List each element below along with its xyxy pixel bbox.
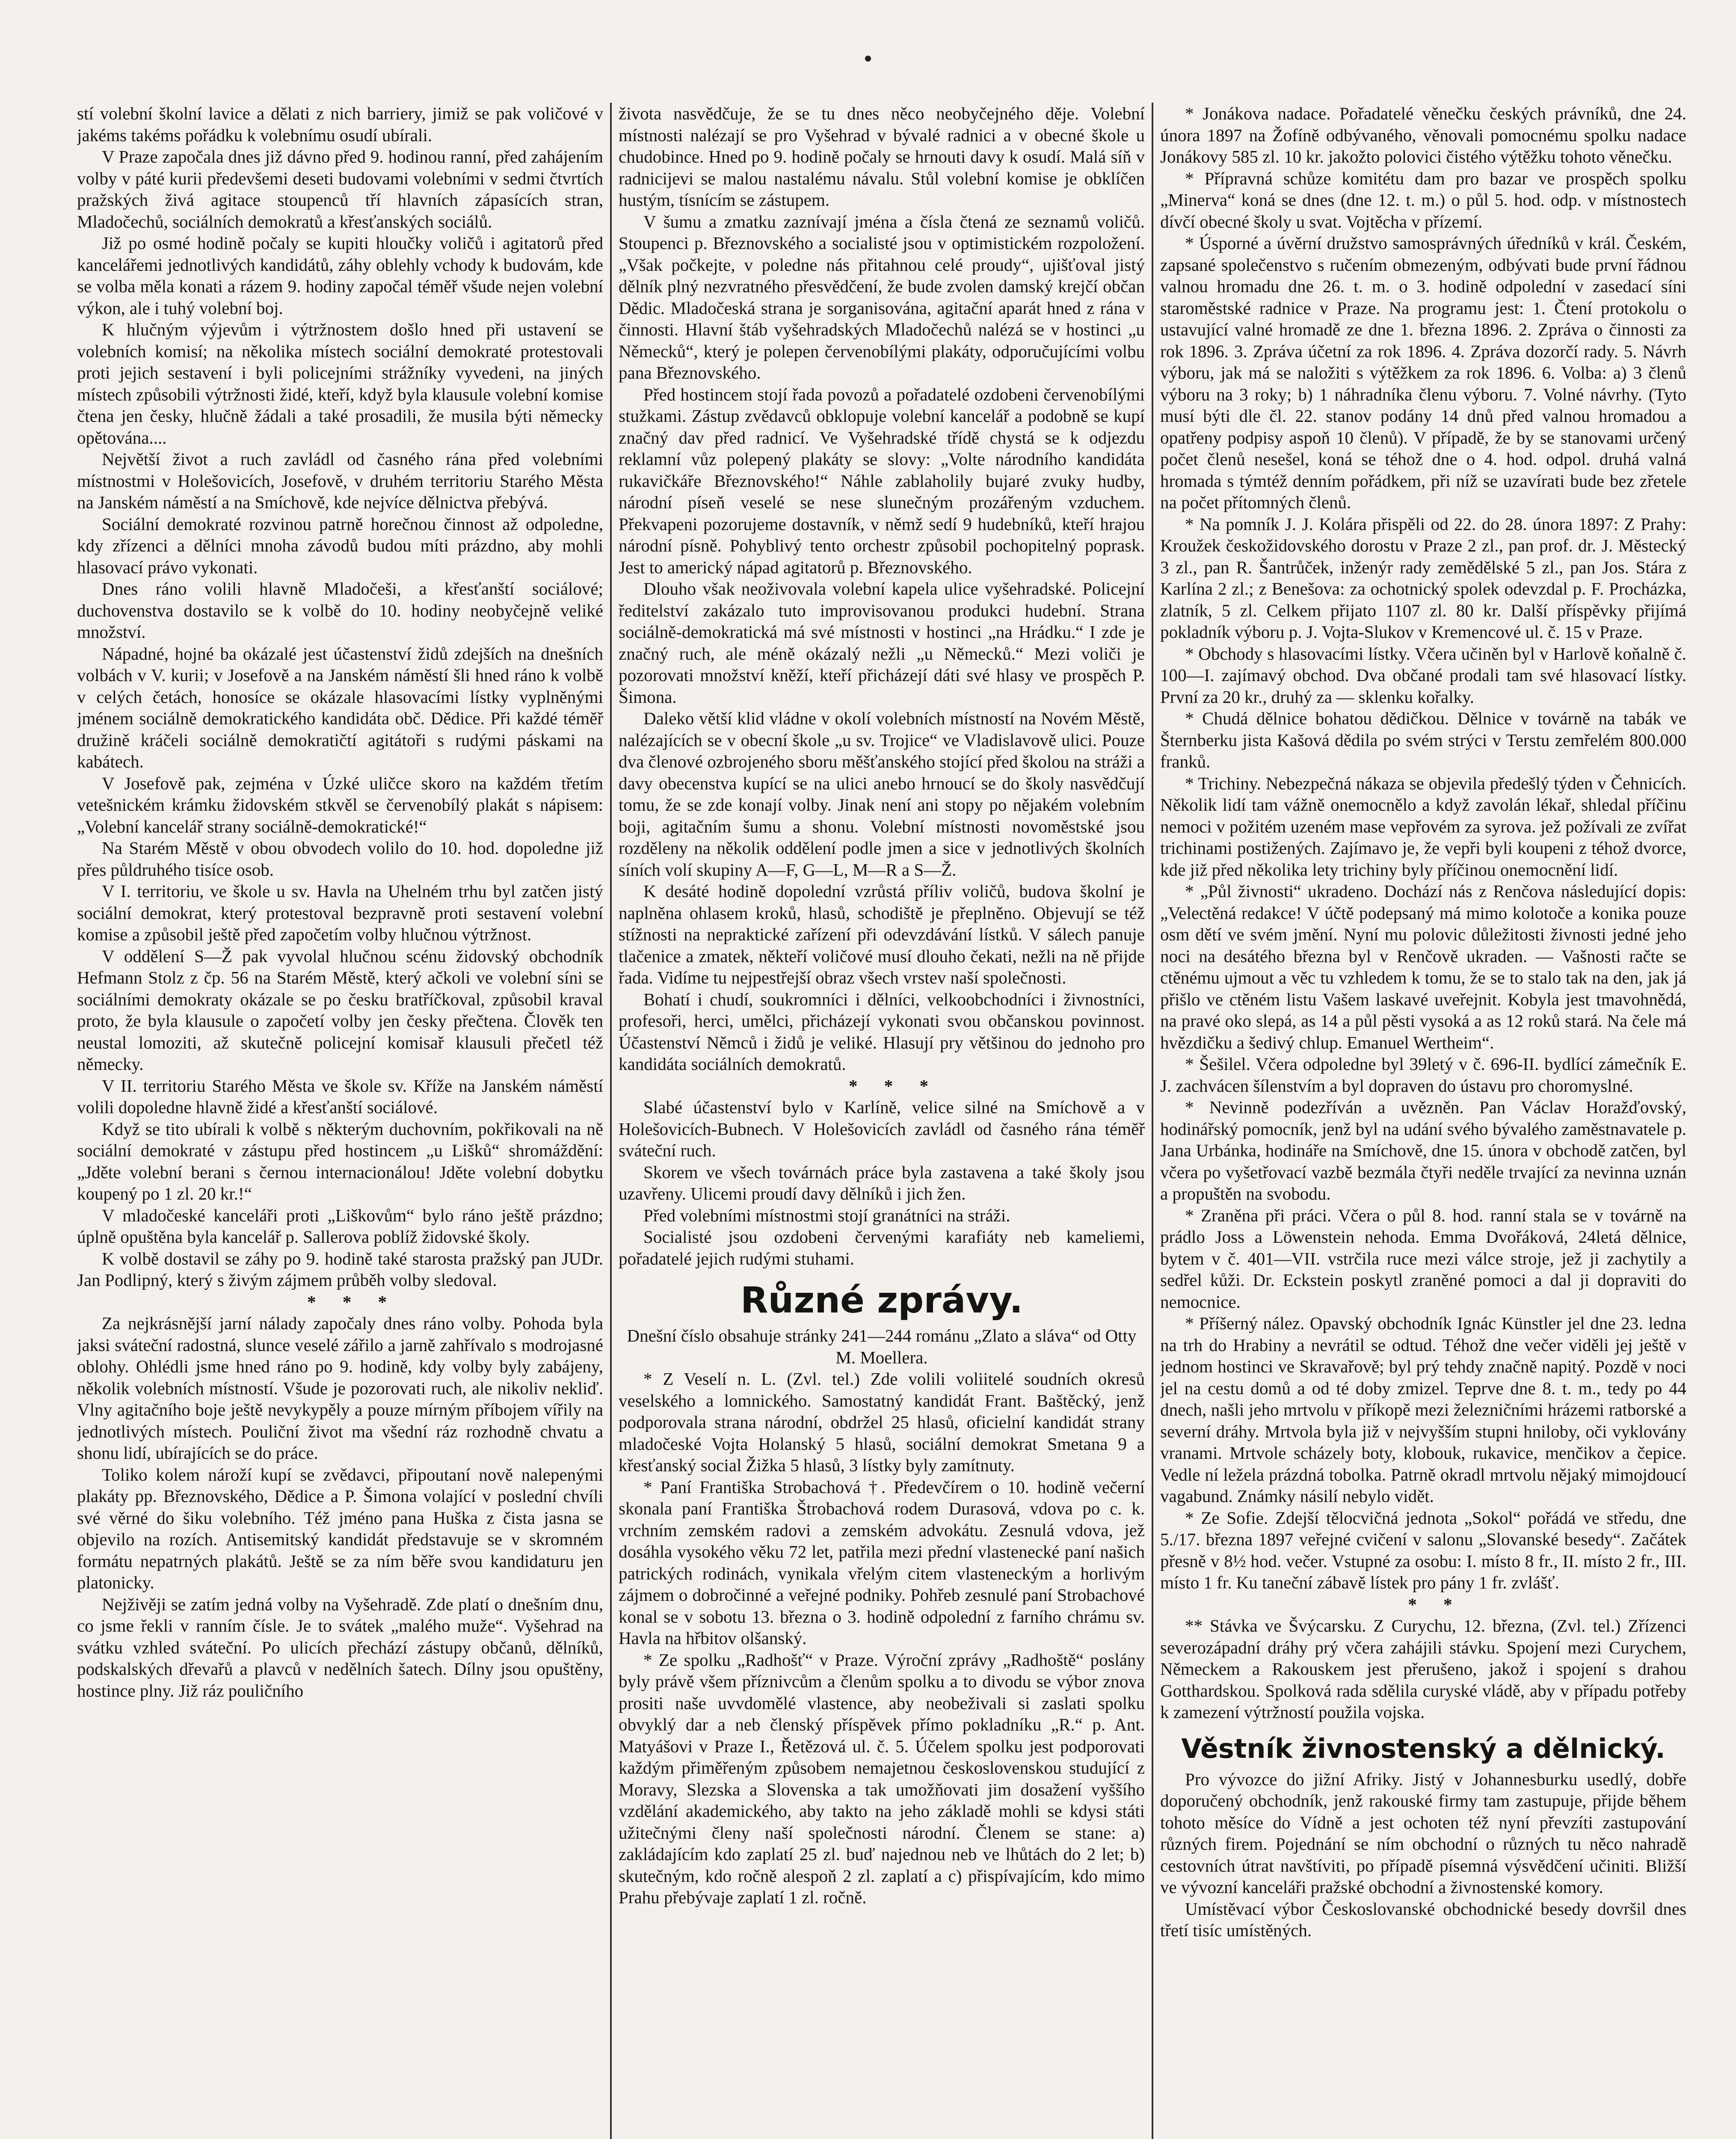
page-dot — [865, 56, 871, 62]
paragraph: V šumu a zmatku zaznívají jména a čísla čtená ze seznamů voličů. Stoupenci p. Březnovského a socialisté jsou v optimistickém rozpoložení. „Však počkejte, v poledne nás přitahnou celé proudy“, ujišťoval jistý dělník plný nezvratného přesvědčení, že bude zvolen damský krejčí občan Dědic. Mladočeská strana je sorganisována, agitační aparát hned z rána v činnosti. Hlavní štáb vyšehradských Mladočechů nalézá se v hostinci „u Německů“, který je polepen červenobílými plakáty, odporučujícími volbu pana Březnovského. — [619, 211, 1145, 382]
paragraph: * Chudá dělnice bohatou dědičkou. Dělnice v továrně na tabák ve Šternberku jista Kašová dědila po svém strýci v Terstu zemřelém 800.000 franků. — [1160, 708, 1686, 771]
paragraph: K desáté hodině dopolední vzrůstá příliv voličů, budova školní je naplněna ohlasem kroků, hlasů, schodiště je přeplněno. Objevují se též stížnosti na nepraktické zařízení při odevzdávání lístků. V sálech panuje tlačenice a zmatek, někteří voličové musí dlouho čekati, nežli na ně přijde řada. Vidíme tu nejpestřejší obraz všech vrstev naší společnosti. — [619, 881, 1145, 987]
separator-stars: * * * — [849, 1075, 939, 1096]
paragraph: V II. territoriu Starého Města ve škole sv. Kříže na Janském náměstí volili dopoledne hlavně židé a křesťanští sociálové. — [77, 1075, 603, 1117]
paragraph: * Ze spolku „Radhošť“ v Praze. Výroční zprávy „Radhoště“ poslány byly právě všem příznivcům a členům spolku a to divodu se výbor znova prositi naše uvvdomělé vlastence, aby neobeživali si zaslati spolku obvyklý dar a neb členský příspěvek přímo pokladníku „R.“ p. Ant. Matyášovi v Praze I., Řetězová ul. č. 5. Účelem spolku jest podporovati každým přiměřeným způsobem nemajetnou československou studující z Moravy, Slezska a Slovenska a tak umožňovati jim dosažení vyššího vzdělání akademického, aby takto na jeho základě mohli se kdysi státi užitečnými členy naší společnosti národní. Členem se stane: a) zakládajícím kdo zaplatí 25 zl. buď najednou neb ve lhůtách do 2 let; b) skutečným, kdo ročně alespoň 2 zl. zaplatí a c) přispívajícím, kdo mimo Prahu přebývaje zaplatí 1 zl. ročně. — [619, 1650, 1145, 1907]
paragraph: * Na pomník J. J. Kolára přispěli od 22. do 28. února 1897: Z Prahy: Kroužek českožidovského dorostu v Praze 2 zl., pan prof. dr. J. Městecký 3 zl., pan R. Šantrůček, inženýr rady zemědělské 5 zl., pan Jos. Stára z Karlína 2 zl.; z Benešova: za ochotnický spolek odevzdal p. F. Procházka, zlatník, 5 zl. Celkem přijato 1107 zl. 80 kr. Další příspěvky přijímá pokladník výboru p. J. Vojta-Slukov v Kremencové ul. č. 15 v Praze. — [1160, 514, 1686, 642]
paragraph: Největší život a ruch zavládl od časného rána před volebními místnostmi v Holešovicích, Josefově, v druhém territoriu Starého Města na Janském náměstí a na Smíchově, kde nejvíce dělnictva přebývá. — [77, 449, 603, 512]
paragraph: * Jonákova nadace. Pořadatelé věnečku českých právníků, dne 24. února 1897 na Žofíně odbývaného, věnovali pomocnému spolku nadace Jonákovy 585 zl. 10 kr. jakožto polovici čistého výtěžku tohoto věnečku. — [1160, 104, 1686, 166]
column-left — [77, 103, 603, 2139]
paragraph: V oddělení S—Ž pak vyvolal hlučnou scénu židovský obchodník Hefmann Stolz z čp. 56 na Starém Městě, který ačkoli ve volební síni se sociálními demokraty okázale se po česku bratříčkoval, způsobil kraval proto, že byla klausule o započetí volby jen česky přečtena. Člověk ten neustal lomoziti, až skutečně policejní komisař klausuli přečetl též německy. — [77, 946, 603, 1074]
paragraph: Nejživěji se zatím jedná volby na Vyšehradě. Zde platí o dnešním dnu, co jsme řekli v ranním čísle. Je to svátek „malého muže“. Vyšehrad na svátku vzhled sváteční. Po ulicích přechází zástupy občanů, dělníků, podskalských dřevařů a plavců v nedělních šatech. Dílny jsou opuštěny, hostince plny. Již ráz pouličního — [77, 1594, 603, 1701]
paragraph: Na Starém Městě v obou obvodech volilo do 10. hod. dopoledne již přes půldruhého tisíce osob. — [77, 838, 603, 880]
paragraph: Již po osmé hodině počaly se kupiti hloučky voličů i agitatorů před kancelářemi jednotlivých kandidátů, záhy oblehly vchody k budovám, kde se volba měla konati a rázem 9. hodiny započal téměř všude nejen volební výkon, ale i tuhý volební boj. — [77, 233, 603, 318]
paragraph: * Úsporné a úvěrní družstvo samosprávných úředníků v král. Českém, zapsané společenstvo s ručením obmezeným, odbývati bude první řádnou valnou hromadu dne 26. t. m. o 3. hodině odpolední v zasedací síni staroměstské radnice v Praze. Na programu jest: 1. Čtení protokolu o ustavující valné hromadě ze dne 1. března 1896. 2. Zpráva o činnosti za rok 1896. 3. Zpráva účetní za rok 1896. 4. Zpráva dozorčí rady. 5. Návrh výboru, jak má se naložiti s výtěžkem za rok 1896. 6. Volba: a) 3 členů výboru na 3 roky; b) 1 náhradníka členu výboru. 7. Volné návrhy. (Tyto musí býti dle čl. 22. stanov podány 14 dnů před valnou hromadou a opatřeny podpisy aspoň 10 členů). V případě, že by se stanovami určený počet členů nesešel, koná se téhož dne o 4. hod. odpol. druhá valná hromada s týmtéž denním pořádkem, při níž se uzavírati bude bez zřetele na počet přítomných členů. — [1160, 233, 1686, 512]
paragraph: * Trichiny. Nebezpečná nákaza se objevila předešlý týden v Čehnicích. Několik lidí tam vážně onemocnělo a když zavolán lékař, shledal příčinu nemoci v požitém uzeném mase vepřovém za syrova. jež požívali ze zvířat trichinami postižených. Zajímavo je, že vepři byli koupeni z téhož dvorce, kde již před několika lety trichiny byly příčinou onemocnění lidí. — [1160, 773, 1686, 880]
paragraph: stí volební školní lavice a dělati z nich barriery, jimiž se pak voličové v jakéms takéms pořádku k volebnímu osudí ubírali. — [77, 104, 603, 145]
paragraph: V I. territoriu, ve škole u sv. Havla na Uhelném trhu byl zatčen jistý sociální demokrat, který protestoval bezpravně proti sestavení volební komise a způsobil ještě před započetím volby hlučnou výtržnost. — [77, 881, 603, 944]
column-middle — [619, 103, 1145, 2139]
section-heading: Věstník živnostenský a dělnický. — [1181, 1733, 1665, 1764]
paragraph: Dlouho však neoživovala volební kapela ulice vyšehradské. Policejní ředitelství zakázalo tuto improvisovanou produkci hudební. Strana sociálně-demokratická má své místnosti v hostinci „na Hrádku.“ I zde je značný ruch, ale méně okázalý nežli „u Německů.“ Mezi voliči je pozorovati množství kněží, kteří přicházejí dáti své hlasy ve prospěch P. Šimona. — [619, 579, 1145, 707]
section-heading: Různé zprávy. — [740, 1279, 1023, 1321]
paragraph: V mladočeské kanceláři proti „Liškovům“ bylo ráno ještě prázdno; úplně opuštěna byla kancelář p. Sallerova poblíž židovské školy. — [77, 1205, 603, 1247]
paragraph: Bohatí i chudí, soukromníci i dělníci, velkoobchodníci i živnostníci, profesoři, herci, umělci, přicházejí vykonati svou občanskou povinnost. Účastenství Němců i židů je veliké. Hlasují pry většinou do jednoho pro kandidáta sociálních demokratů. — [619, 989, 1145, 1074]
paragraph: Před hostincem stojí řada povozů a pořadatelé ozdobeni červenobílými stužkami. Zástup zvědavců obklopuje volební kancelář a podobně se kupí značný dav před radnicí. Ve Vyšehradské třídě chystá se k odjezdu reklamní vůz polepený plakáty se slovy: „Volte národního kandidáta rukavičkáře Březnovského!“ Náhle zablaholily bujaré zvuky hudby, národní píseň veselé se nese slunečným prozářeným vzduchem. Překvapeni pozorujeme dostavník, v němž sedí 9 hudebníků, kteří hrajou národní písně. Pohyblivý tento orchestr způsobil pochopitelný poprask. Jest to americký nápad agitatorů p. Březnovského. — [619, 384, 1145, 577]
paragraph: Skorem ve všech továrnách práce byla zastavena a také školy jsou uzavřeny. Ulicemi proudí davy dělníků i jich žen. — [619, 1162, 1145, 1203]
paragraph: * Z Veselí n. L. (Zvl. tel.) Zde volili voliitelé soudních okresů veselského a lomnického. Samostatný kandidát Frant. Baštěcký, jenž podporovala strana národní, obdržel 25 hlasů, oficielní kandidát strany mladočeské Vojta Holanský 5 hlasů, sociální demokrat Smetana 9 a křesťanský social Žižka 5 hlasů, 3 lístky byly zamítnuty. — [619, 1369, 1145, 1475]
column-right — [1160, 103, 1686, 2139]
paragraph: * Ze Sofie. Zdejší tělocvičná jednota „Sokol“ pořádá ve středu, dne 5./17. března 1897 veřejné cvičení v salonu „Slovanské besedy“. Začátek přesně v 8½ hod. večer. Vstupné za osobu: I. místo 8 fr., II. místo 2 fr., III. místo 1 fr. Ku taneční zábavě lístek pro pány 1 fr. zvlášť. — [1160, 1508, 1686, 1592]
paragraph: V Praze započala dnes již dávno před 9. hodinou ranní, před zahájením volby v páté kurii předevšemi deseti budovami volebními v sedmi čtvrtích pražských živá agitace stoupenců tří hlavních zápasících stran, Mladočechů, sociálních demokratů a křesťanských sociálů. — [77, 147, 603, 231]
paragraph: K volbě dostavil se záhy po 9. hodině také starosta pražský pan JUDr. Jan Podlipný, který s živým zájmem průběh volby sledoval. — [77, 1248, 603, 1290]
paragraph: Před volebními místnostmi stojí granátníci na stráži. — [643, 1205, 1010, 1225]
paragraph: V Josefově pak, zejména v Úzké uličce skoro na každém třetím vetešnickém krámku židovském stkvěl se červenobílý plakát s nápisem: „Volební kancelář strany sociálně-demokratické!“ — [77, 773, 603, 836]
paragraph: * Příšerný nález. Opavský obchodník Ignác Künstler jel dne 23. ledna na trh do Hrabiny a nevrátil se odtud. Téhož dne večer viděli jej ještě v jednom hostinci ve Skravařově; byl prý tehdy značně napitý. Pozdě v noci jel na cestu domů a od té doby zmizel. Teprve dne 8. t. m., tedy po 44 dnech, našli jeho mrtvolu v příkopě mezi železničními hrázemi ratborské a severní dráhy. Mrtvola byla již v nejvyšším stupni hniloby, oči vyklovány vranami. Mrtvole scházely boty, klobouk, rukavice, menčikov a čepice. Vedle ní ležela prázdná tobolka. Patrně okradl mrtvolu nějaký mimojdoucí vagabund. Známky násilí nebylo vidět. — [1160, 1313, 1686, 1506]
paragraph: Dnes ráno volili hlavně Mladočeši, a křesťanští sociálové; duchovenstva dostavilo se k volbě do 10. hodiny neobyčejně veliké množství. — [77, 579, 603, 642]
paragraph: Toliko kolem nároží kupí se zvědavci, připoutaní nově nalepenými plakáty pp. Březnovského, Dědice a P. Šimona volající v poslední chvíli své věrné do šiku volebního. Též jméno pana Huška z čista jasna se objevilo na rozích. Antisemitský kandidát představuje se v skromném formátu nepatrných plakátů. Ještě se za ním běře svou kandidaturu jen platonicky. — [77, 1464, 603, 1592]
paragraph: Když se tito ubírali k volbě s některým duchovním, pokřikovali na ně sociální demokraté v zástupu před hostincem „u Lišků“ shromáždění: „Jděte volební berani s černou internacionálou! Jděte volební dobytku koupený po 1 zl. 20 kr.!“ — [77, 1119, 603, 1203]
paragraph: * Šešilel. Včera odpoledne byl 39letý v č. 696-II. bydlící zámečník E. J. zachvácen šílenstvím a byl dopraven do ústavu pro choromyslné. — [1160, 1054, 1686, 1096]
paragraph: Sociální demokraté rozvinou patrně horečnou činnost až odpoledne, kdy zřízenci a dělníci mnoha závodů budou míti prázdno, aby mohli hlasovací právo vykonati. — [77, 514, 603, 577]
paragraph: * Nevinně podezříván a uvězněn. Pan Václav Horažďovský, hodinářský pomocník, jenž byl na udání svého bývalého zaměstnavatele p. Jana Urbánka, hodináře na Smíchově, dne 15. února v obchodě zatčen, byl včera po vyšetřovací vazbě bezmála čtyři neděle trvající za nevinna uznán a propuštěn na svobodu. — [1160, 1097, 1686, 1203]
paragraph: * Paní Františka Strobachová †. Předevčírem o 10. hodině večerní skonala paní Františka Štrobachová rodem Durasová, vdova po c. k. vrchním zemském radovi a zemském advokátu. Zesnulá vdova, jež dosáhla vysokého věku 72 let, patřila mezi přední vlastenecké paní našich patrických rodinách, vynikala vřelým citem vlasteneckým a horlivým zájmem o dobročinné a veřejné podniky. Pohřeb zesnulé paní Strobachové konal se v sobotu 13. března o 3. hodině odpolední z farního chrámu sv. Havla na hřbitov olšanský. — [619, 1477, 1145, 1648]
paragraph: Dnešní číslo obsahuje stránky 241—244 románu „Zlato a sláva“ od Otty M. Moellera. — [627, 1326, 1137, 1367]
paragraph: * Obchody s hlasovacími lístky. Včera učiněn byl v Harlově koňalně č. 100—I. zajímavý obchod. Dva občané prodali tam své hlasovací lístky. První za 20 kr., druhý za — sklenku kořalky. — [1160, 643, 1686, 707]
paragraph: Socialisté jsou ozdobeni červenými karafiáty neb kameliemi, pořadatelé jejich rudými stuhami. — [619, 1227, 1145, 1268]
paragraph: Slabé účastenství bylo v Karlíně, velice silné na Smíchově a v Holešovicích-Bubnech. V Holešovicích zavládl od časného rána téměř sváteční ruch. — [619, 1097, 1145, 1160]
paragraph: K hlučným výjevům i výtržnostem došlo hned při ustavení se volebních komisí; na několika místech sociální demokraté protestovali proti jejich sestavení i byli policejními strážníky vyvedeni, na jiných místech způsobili výtržnosti židé, kteří, když byla klausule volební komise čtena jen česky, hlučně žádali a také prosadili, že musila býti německy opětována.... — [77, 320, 603, 447]
separator-stars: * * * — [307, 1292, 398, 1312]
paragraph: * „Půl živnosti“ ukradeno. Dochází nás z Renčova následující dopis: „Velectěná redakce! V účtě podepsaný má mimo kolotoče a konika pouze osm dětí ve svém jmění. Nyní mu polovic důležitosti živnosti jedné jeho noci na desátého března byl v Renčově ukraden. — Vašnosti račte se ctěnému ujmout a věc tu vzhledem k tomu, že se to stalo tak na den, jak já přišlo ve ctěném listu Vašem laskavé uveřejnit. Kobyla jest tmavohnědá, na pravé oko slepá, as 14 a půl pěsti vysoká a as 12 roků stará. Na čele má hvězdičku a šedivý chlup. Emanuel Wertheim“. — [1160, 881, 1686, 1052]
column-rule — [610, 103, 612, 2139]
paragraph: * Zraněna při práci. Včera o půl 8. hod. ranní stala se v továrně na prádlo Joss a Löwenstein nehoda. Emma Dvořáková, 24letá dělnice, bytem v č. 401—VII. vstrčila ruce mezi válce stroje, jež ji zachytily a sedřel kůži. Dr. Eckstein poskytl zraněné pomoci a dal ji dopraviti do nemocnice. — [1160, 1205, 1686, 1312]
paragraph: Umístěvací výbor Českoslovanské obchodnické besedy dovršil dnes třetí tisíc umístěných. — [1160, 1899, 1686, 1940]
paragraph: života nasvědčuje, že se tu dnes něco neobyčejného děje. Volební místnosti nalézají se pro Vyšehrad v bývalé radnici a v obecné škole u chudobince. Hned po 9. hodině počaly se hrnouti davy k osudí. Malá síň v radnicijevi se malou nastalému návalu. Stůl volební komise je obklíčen hustým, tísnícím se zástupem. — [619, 104, 1145, 210]
separator-stars: * * — [1408, 1594, 1463, 1614]
paragraph: Nápadné, hojné ba okázalé jest účastenství židů zdejších na dnešních volbách v V. kurii; v Josefově a na Janském náměstí šli hned ráno k volbě v celých četách, honosíce se okázale hlasovacími lístky vyplněnými jménem sociálně demokratického kandidáta obč. Dědice. Při každé téměř družině kráčeli sociálně demokratičtí agitátoři s rudými páskami na kabátech. — [77, 643, 603, 771]
paragraph: Za nejkrásnější jarní nálady započaly dnes ráno volby. Pohoda byla jaksi sváteční radostná, slunce veselé zářilo a jarně zahřívalo s modrojasné oblohy. Ohlédli jsme hned ráno po 9. hodině, kdy volby byly zabájeny, několik volebních místností. Všude je pozorovati ruch, ale nikoliv nekliď. Vlny agitačního boje ještě nevykypěly a pouze mírným příbojem vířily na jednotlivých místech. Pouliční život ma všední ráz rozhodně chvatu a shonu lidí, ubírajících se do práce. — [77, 1313, 603, 1463]
paragraph: Pro vývozce do jižní Afriky. Jistý v Johannesburku usedlý, dobře doporučený obchodník, jenž rakouské firmy tam zastupuje, přijde během tohoto měsíce do Vídně a jest ochoten též nyní převzíti zastupování různých firem. Pojednání se ním obchodní o různých tu něco nahradě cestovních útrat navštíviti, po případě písemná výsvědčení učiniti. Bližší ve vývozní kanceláři pražské obchodní a živnostenské komory. — [1160, 1769, 1686, 1897]
paragraph: * Přípravná schůze komitétu dam pro bazar ve prospěch spolku „Minerva“ koná se dnes (dne 12. t. m.) o půl 5. hod. odp. v místnostech dívčí obecné školy u svat. Vojtěcha v přízemí. — [1160, 168, 1686, 231]
paragraph: Daleko větší klid vládne v okolí volebních místností na Novém Městě, nalézajících se v obecní škole „u sv. Trojice“ ve Vladislavově ulici. Pouze dva členové ozbrojeného sboru měšťanského stojící před školou na stráži a davy obecenstva kupící se na ulici anebo hrnoucí se do školy nasvědčují tomu, že se zde konají volby. Jinak není ani stopy po nějakém volebním boji, agitačním šumu a shonu. Volební místnosti novoměstské jsou rozděleny na několik oddělení podle jmen a sice v jednotlivých školních síních volí skupiny A—F, G—L, M—R a S—Ž. — [619, 708, 1145, 880]
column-rule — [1152, 103, 1153, 2139]
paragraph: ** Stávka ve Švýcarsku. Z Curychu, 12. března, (Zvl. tel.) Zřízenci severozápadní dráhy prý včera zahájili stávku. Spojení mezi Curychem, Německem a Rakouskem jest přerušeno, jakož i spojení s drahou Gotthardskou. Spolková rada sdělila curyské vládě, aby v případu potřeby k zamezení výtržností použila vojska. — [1160, 1616, 1686, 1722]
